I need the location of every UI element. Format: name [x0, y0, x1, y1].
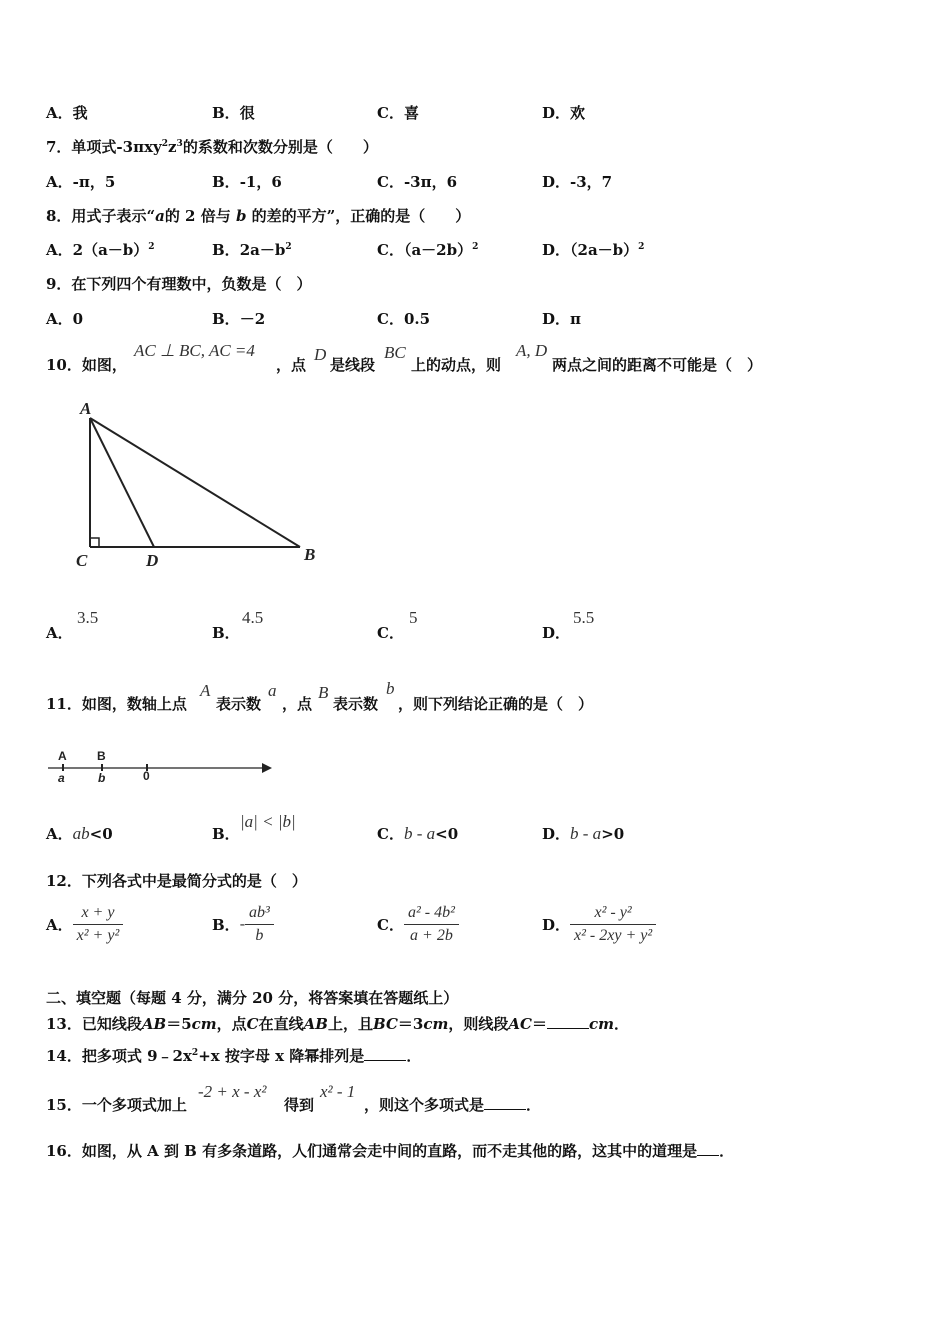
- q8-option-d: D．$(2a-b)^2$: [542, 241, 645, 259]
- q8-option-b: B．$2a-b^2$: [212, 241, 292, 259]
- fraction: $\frac{\text{x² - y²}}{\text{x² - 2xy + y²}}$: [570, 904, 656, 945]
- q10-option-a-label: A．: [46, 624, 73, 642]
- value-a-label: a: [58, 771, 65, 785]
- q7-option-c: C．-3π，6: [377, 173, 458, 191]
- q10-math-ad: A, D: [516, 341, 548, 360]
- fraction: $\frac{\text{a² - 4b²}}{a + 2b}$: [404, 904, 459, 945]
- vertex-b-label: B: [304, 545, 316, 564]
- point-b-label: B: [97, 749, 106, 763]
- q7-stem: 7．单项式$-3\pi xy^2z^3$的系数和次数分别是（ ）: [46, 138, 378, 156]
- q13-stem: 13．已知线段AB＝5cm，点C在直线AB上，且BC＝3cm，则线段AC＝ cm．: [46, 1015, 629, 1033]
- value-b-label: b: [98, 771, 106, 785]
- origin-label: 0: [143, 769, 150, 783]
- q6-option-b: B．很: [212, 104, 255, 122]
- q6-option-a: A．我: [46, 104, 88, 122]
- q12-option-c: C． $\frac{\text{a² - 4b²}}{a + 2b}$: [377, 904, 459, 945]
- q10-math-perp: AC ⊥ BC, AC =4: [134, 341, 255, 360]
- q10-option-c-label: C．: [377, 624, 404, 642]
- q10-option-c-value: 5: [409, 608, 418, 627]
- q10-option-d-value: 5.5: [573, 608, 595, 627]
- q11-option-b-math: |a| < |b|: [240, 812, 296, 831]
- answer-blank[interactable]: [364, 1060, 406, 1061]
- q8-option-c: C．$(a-2b)^2$: [377, 241, 479, 259]
- q9-option-b: B．－2: [212, 310, 266, 328]
- q11-option-b-label: B．: [212, 825, 240, 843]
- q12-option-b: B．- $\frac{\text{ab³}}{b}$: [212, 904, 274, 945]
- q10-option-d-label: D．: [542, 624, 571, 642]
- q9-option-a: A．0: [46, 310, 84, 328]
- q14-stem: 14．把多项式 $9﹣2x^2+x$ 按字母 x 降幂排列是 ．: [46, 1047, 422, 1065]
- q9-option-d: D．π: [542, 310, 581, 328]
- q10-math-d: D: [314, 345, 327, 364]
- q10-option-b-value: 4.5: [242, 608, 264, 627]
- q9-option-c: C．0.5: [377, 310, 431, 328]
- q9-stem: 9．在下列四个有理数中，负数是（ ）: [46, 275, 312, 293]
- axis-arrow-icon: [262, 763, 272, 773]
- q12-option-d: D． $\frac{\text{x² - y²}}{\text{x² - 2xy + y²}}$: [542, 904, 656, 945]
- fraction: $\frac{\text{ab³}}{b}$: [245, 904, 274, 945]
- point-a-label: A: [58, 749, 67, 763]
- q11-option-a: A．ab<0: [46, 824, 113, 843]
- q12-stem: 12．下列各式中是最简分式的是（ ）: [46, 872, 307, 890]
- q7-option-b: B．-1，6: [212, 173, 282, 191]
- vertex-c-label: C: [76, 551, 88, 570]
- q8-stem: 8．用式子表示“a的 2 倍与 b 的差的平方”，正确的是（ ）: [46, 207, 471, 225]
- q6-option-c: C．喜: [377, 104, 419, 122]
- q7-option-a: A．-π，5: [46, 173, 116, 191]
- q10-option-a-value: 3.5: [77, 608, 99, 627]
- fraction: $\frac{x + y}{\text{x² + y²}}$: [73, 904, 124, 945]
- answer-blank[interactable]: [547, 1028, 589, 1029]
- right-angle-mark: [90, 538, 99, 547]
- q7-option-d: D．-3，7: [542, 173, 613, 191]
- section-2-title: 二、填空题（每题 4 分，满分 20 分，将答案填在答题纸上）: [46, 989, 459, 1007]
- vertex-a-label: A: [80, 399, 92, 418]
- q11-number-line: [44, 744, 284, 786]
- answer-blank[interactable]: [697, 1155, 719, 1156]
- q10-math-bc: BC: [384, 343, 406, 362]
- q10-triangle-figure: [70, 396, 330, 576]
- q16-stem: 16．如图，从 A 到 B 有多条道路，人们通常会走中间的直路，而不走其他的路，这其中的道理是 ．: [46, 1142, 735, 1160]
- answer-blank[interactable]: [484, 1109, 526, 1110]
- q8-option-a: A．$2(a-b)^2$: [46, 241, 155, 259]
- q11-option-d: D．b - a>0: [542, 824, 625, 843]
- vertex-d-label: D: [146, 551, 159, 570]
- q12-option-a: A． $\frac{x + y}{\text{x² + y²}}$: [46, 904, 123, 945]
- q10-option-b-label: B．: [212, 624, 240, 642]
- q6-option-d: D．欢: [542, 104, 586, 122]
- q11-option-c: C．b - a<0: [377, 824, 459, 843]
